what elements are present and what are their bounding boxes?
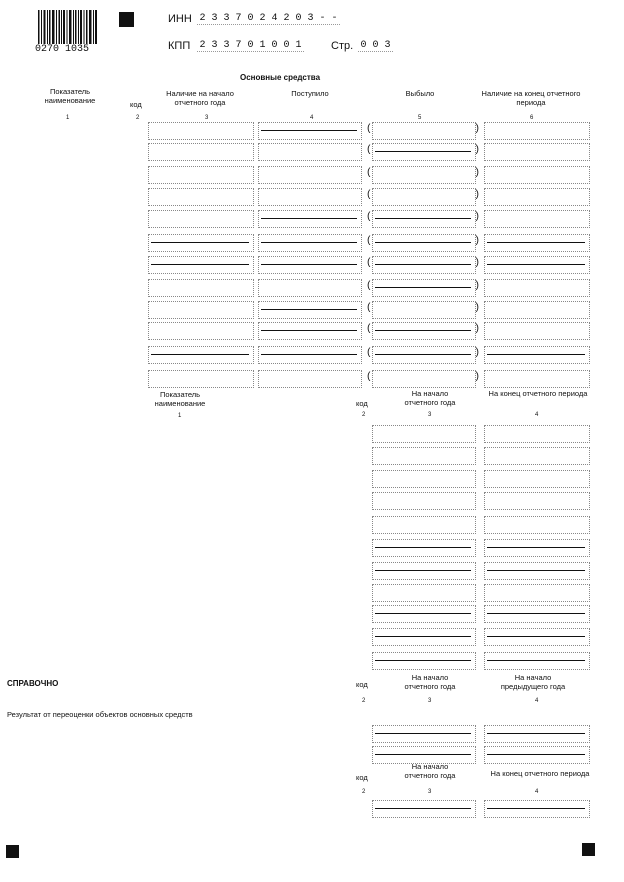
s1-in-value-frame bbox=[258, 322, 362, 340]
s1-start-value-blank bbox=[151, 264, 249, 265]
s1-out-value-blank bbox=[375, 218, 471, 219]
s1-start-value-frame bbox=[148, 122, 254, 140]
s1-out-value-open-paren: ( bbox=[366, 258, 373, 269]
s4-start-value-blank bbox=[375, 808, 471, 809]
s2-end-value-blank bbox=[487, 660, 585, 661]
s2-start-value-frame bbox=[372, 605, 476, 623]
s1-in-value-frame bbox=[258, 188, 362, 206]
s3-col-prev: На начало предыдущего года bbox=[500, 673, 566, 691]
digit-cell: 3 bbox=[221, 13, 232, 25]
s1-col-code: код bbox=[130, 100, 142, 109]
s1-col-out: Выбыло bbox=[405, 89, 435, 98]
corner-marker-top bbox=[119, 12, 134, 27]
s2-end-value-frame bbox=[484, 470, 590, 488]
s1-start-value-frame bbox=[148, 346, 254, 364]
s1-out-value-frame bbox=[372, 322, 476, 340]
digit-cell: 0 bbox=[245, 40, 256, 52]
s3-num-3: 3 bbox=[428, 698, 432, 704]
section1-title: Основные средства bbox=[240, 73, 321, 82]
s1-in-value-blank bbox=[261, 354, 357, 355]
s2-end-value-blank bbox=[487, 636, 585, 637]
s1-in-value-frame bbox=[258, 166, 362, 184]
s1-col-start: Наличие на начало отчетного года bbox=[166, 89, 234, 107]
s2-end-value-frame bbox=[484, 539, 590, 557]
s1-start-value-frame bbox=[148, 322, 254, 340]
s1-num-5: 5 bbox=[418, 115, 422, 121]
s4-col-end: На конец отчетного периода bbox=[490, 769, 590, 778]
s2-start-value-frame bbox=[372, 584, 476, 602]
s3-prev-value-blank bbox=[487, 754, 585, 755]
corner-marker-bottom-left bbox=[6, 845, 19, 858]
s1-in-value-frame bbox=[258, 143, 362, 161]
s2-num-4: 4 bbox=[535, 412, 539, 418]
s1-out-value-frame bbox=[372, 256, 476, 274]
s2-start-value-frame bbox=[372, 425, 476, 443]
digit-cell: 3 bbox=[209, 40, 220, 52]
s1-out-value-open-paren: ( bbox=[366, 124, 373, 135]
s1-out-value-frame bbox=[372, 166, 476, 184]
s1-out-value-open-paren: ( bbox=[366, 190, 373, 201]
s4-start-value-frame bbox=[372, 800, 476, 818]
s1-start-value-blank bbox=[151, 242, 249, 243]
s1-in-value-frame bbox=[258, 122, 362, 140]
s1-in-value-blank bbox=[261, 330, 357, 331]
s1-in-value-blank bbox=[261, 130, 357, 131]
s1-out-value-blank bbox=[375, 287, 471, 288]
s4-end-value-frame bbox=[484, 800, 590, 818]
s2-end-value-frame bbox=[484, 425, 590, 443]
s1-out-value-close-paren: ) bbox=[474, 324, 481, 335]
s2-end-value-frame bbox=[484, 516, 590, 534]
digit-cell: 0 bbox=[269, 40, 280, 52]
s1-col-end: Наличие на конец отчетного периода bbox=[481, 89, 581, 107]
s3-prev-value-frame bbox=[484, 725, 590, 743]
s1-out-value-close-paren: ) bbox=[474, 190, 481, 201]
s4-num-3: 3 bbox=[428, 789, 432, 795]
digit-cell: 7 bbox=[233, 40, 244, 52]
s4-end-value-blank bbox=[487, 808, 585, 809]
s2-num-2: 2 bbox=[362, 412, 366, 418]
s1-out-value-close-paren: ) bbox=[474, 212, 481, 223]
s1-start-value-frame bbox=[148, 210, 254, 228]
s1-num-4: 4 bbox=[310, 115, 314, 121]
s2-start-value-frame bbox=[372, 447, 476, 465]
s1-out-value-frame bbox=[372, 122, 476, 140]
s1-out-value-open-paren: ( bbox=[366, 303, 373, 314]
s1-in-value-frame bbox=[258, 346, 362, 364]
s1-out-value-blank bbox=[375, 330, 471, 331]
s1-end-value-frame bbox=[484, 256, 590, 274]
s1-out-value-open-paren: ( bbox=[366, 212, 373, 223]
s1-start-value-frame bbox=[148, 188, 254, 206]
s1-out-value-open-paren: ( bbox=[366, 372, 373, 383]
s2-start-value-blank bbox=[375, 660, 471, 661]
s1-in-value-frame bbox=[258, 234, 362, 252]
s2-end-value-frame bbox=[484, 492, 590, 510]
s2-start-value-blank bbox=[375, 570, 471, 571]
s1-in-value-frame bbox=[258, 370, 362, 388]
s2-num-1: 1 bbox=[178, 413, 182, 419]
s1-out-value-open-paren: ( bbox=[366, 348, 373, 359]
s2-start-value-blank bbox=[375, 613, 471, 614]
s1-out-value-open-paren: ( bbox=[366, 324, 373, 335]
s3-num-2: 2 bbox=[362, 698, 366, 704]
s2-start-value-frame bbox=[372, 628, 476, 646]
s2-end-value-frame bbox=[484, 628, 590, 646]
s1-in-value-frame bbox=[258, 301, 362, 319]
s1-end-value-frame bbox=[484, 188, 590, 206]
s2-start-value-frame bbox=[372, 652, 476, 670]
s1-in-value-frame bbox=[258, 210, 362, 228]
digit-cell: 0 bbox=[293, 13, 304, 25]
s1-out-value-close-paren: ) bbox=[474, 348, 481, 359]
s3-col-start: На начало отчетного года bbox=[404, 673, 456, 691]
digit-cell: 2 bbox=[257, 13, 268, 25]
digit-cell: 7 bbox=[233, 13, 244, 25]
s3-prev-value-frame bbox=[484, 746, 590, 764]
s1-out-value-frame bbox=[372, 234, 476, 252]
page-value bbox=[358, 40, 394, 52]
s1-end-value-blank bbox=[487, 264, 585, 265]
s1-start-value-frame bbox=[148, 256, 254, 274]
digit-cell: 2 bbox=[197, 13, 208, 25]
inn-value bbox=[197, 13, 341, 25]
s1-end-value-frame bbox=[484, 370, 590, 388]
s2-col-indicator: Показатель наименование bbox=[154, 390, 206, 408]
s2-start-value-frame bbox=[372, 562, 476, 580]
barcode-number: 0270 1035 bbox=[35, 44, 90, 55]
s3-start-value-blank bbox=[375, 754, 471, 755]
digit-cell: 0 bbox=[370, 40, 381, 52]
s2-start-value-blank bbox=[375, 636, 471, 637]
s1-out-value-frame bbox=[372, 279, 476, 297]
s1-start-value-frame bbox=[148, 301, 254, 319]
digit-cell: 3 bbox=[209, 13, 220, 25]
s3-num-4: 4 bbox=[535, 698, 539, 704]
s1-out-value-blank bbox=[375, 264, 471, 265]
s2-end-value-blank bbox=[487, 547, 585, 548]
s1-end-value-frame bbox=[484, 279, 590, 297]
s1-in-value-blank bbox=[261, 218, 357, 219]
s1-in-value-frame bbox=[258, 279, 362, 297]
s1-col-indicator: Показатель наименование bbox=[44, 87, 96, 105]
s2-end-value-frame bbox=[484, 562, 590, 580]
digit-cell: 2 bbox=[281, 13, 292, 25]
digit-cell: 0 bbox=[358, 40, 369, 52]
s1-out-value-frame bbox=[372, 143, 476, 161]
s3-col-code: код bbox=[356, 680, 368, 689]
digit-cell: 3 bbox=[305, 13, 316, 25]
s1-end-value-frame bbox=[484, 234, 590, 252]
s1-out-value-close-paren: ) bbox=[474, 236, 481, 247]
kpp-label: КПП bbox=[168, 40, 191, 52]
s3-title: СПРАВОЧНО bbox=[7, 679, 59, 688]
digit-cell: 3 bbox=[382, 40, 393, 52]
s1-end-value-blank bbox=[487, 354, 585, 355]
s1-out-value-close-paren: ) bbox=[474, 168, 481, 179]
s1-out-value-blank bbox=[375, 242, 471, 243]
s2-end-value-blank bbox=[487, 570, 585, 571]
digit-cell: 0 bbox=[281, 40, 292, 52]
s1-start-value-frame bbox=[148, 370, 254, 388]
s1-in-value-blank bbox=[261, 242, 357, 243]
s1-out-value-open-paren: ( bbox=[366, 145, 373, 156]
s1-out-value-frame bbox=[372, 188, 476, 206]
s1-end-value-frame bbox=[484, 166, 590, 184]
digit-cell: 1 bbox=[293, 40, 304, 52]
s1-num-3: 3 bbox=[205, 115, 209, 121]
s1-out-value-open-paren: ( bbox=[366, 168, 373, 179]
s1-start-value-frame bbox=[148, 234, 254, 252]
digit-cell: 0 bbox=[245, 13, 256, 25]
s4-num-2: 2 bbox=[362, 789, 366, 795]
s2-col-start: На начало отчетного года bbox=[404, 389, 456, 407]
page-label: Стр. bbox=[331, 40, 354, 52]
s1-in-value-blank bbox=[261, 309, 357, 310]
s1-num-2: 2 bbox=[136, 115, 140, 121]
digit-cell: - bbox=[317, 13, 328, 25]
s1-end-value-frame bbox=[484, 210, 590, 228]
s1-out-value-close-paren: ) bbox=[474, 145, 481, 156]
s3-start-value-frame bbox=[372, 725, 476, 743]
s1-in-value-blank bbox=[261, 264, 357, 265]
digit-cell: 2 bbox=[197, 40, 208, 52]
s1-start-value-frame bbox=[148, 166, 254, 184]
s2-end-value-frame bbox=[484, 652, 590, 670]
barcode bbox=[38, 10, 98, 44]
s2-end-value-frame bbox=[484, 447, 590, 465]
s1-out-value-frame bbox=[372, 301, 476, 319]
s2-start-value-frame bbox=[372, 516, 476, 534]
s1-out-value-frame bbox=[372, 370, 476, 388]
s2-end-value-blank bbox=[487, 613, 585, 614]
digit-cell: - bbox=[329, 13, 340, 25]
s1-out-value-open-paren: ( bbox=[366, 236, 373, 247]
digit-cell: 4 bbox=[269, 13, 280, 25]
inn-label: ИНН bbox=[168, 13, 192, 25]
s1-start-value-frame bbox=[148, 143, 254, 161]
s1-out-value-frame bbox=[372, 346, 476, 364]
s1-out-value-close-paren: ) bbox=[474, 124, 481, 135]
s2-num-3: 3 bbox=[428, 412, 432, 418]
s3-prev-value-blank bbox=[487, 733, 585, 734]
s2-start-value-frame bbox=[372, 539, 476, 557]
s1-out-value-frame bbox=[372, 210, 476, 228]
s1-end-value-frame bbox=[484, 143, 590, 161]
s1-start-value-frame bbox=[148, 279, 254, 297]
digit-cell: 1 bbox=[257, 40, 268, 52]
s2-end-value-frame bbox=[484, 584, 590, 602]
s1-num-6: 6 bbox=[530, 115, 534, 121]
s4-num-4: 4 bbox=[535, 789, 539, 795]
s1-end-value-frame bbox=[484, 122, 590, 140]
s1-num-1: 1 bbox=[66, 115, 70, 121]
s4-col-code: код bbox=[356, 773, 368, 782]
s4-col-start: На начало отчетного года bbox=[404, 762, 456, 780]
s2-col-code: код bbox=[356, 399, 368, 408]
s3-group-label: Результат от переоценки объектов основных средств bbox=[7, 710, 193, 719]
s1-in-value-frame bbox=[258, 256, 362, 274]
s1-out-value-close-paren: ) bbox=[474, 281, 481, 292]
s1-out-value-open-paren: ( bbox=[366, 281, 373, 292]
s1-end-value-frame bbox=[484, 322, 590, 340]
digit-cell: 3 bbox=[221, 40, 232, 52]
s1-end-value-frame bbox=[484, 301, 590, 319]
s1-out-value-blank bbox=[375, 354, 471, 355]
s1-start-value-blank bbox=[151, 354, 249, 355]
s1-end-value-blank bbox=[487, 242, 585, 243]
s1-end-value-frame bbox=[484, 346, 590, 364]
s1-col-in: Поступило bbox=[291, 89, 329, 98]
s2-col-end: На конец отчетного периода bbox=[488, 389, 588, 398]
s1-out-value-blank bbox=[375, 151, 471, 152]
s1-out-value-close-paren: ) bbox=[474, 258, 481, 269]
s2-end-value-frame bbox=[484, 605, 590, 623]
kpp-value bbox=[197, 40, 305, 52]
s1-out-value-close-paren: ) bbox=[474, 303, 481, 314]
s2-start-value-frame bbox=[372, 470, 476, 488]
s1-out-value-close-paren: ) bbox=[474, 372, 481, 383]
s2-start-value-frame bbox=[372, 492, 476, 510]
s3-start-value-blank bbox=[375, 733, 471, 734]
corner-marker-bottom-right bbox=[582, 843, 595, 856]
s2-start-value-blank bbox=[375, 547, 471, 548]
